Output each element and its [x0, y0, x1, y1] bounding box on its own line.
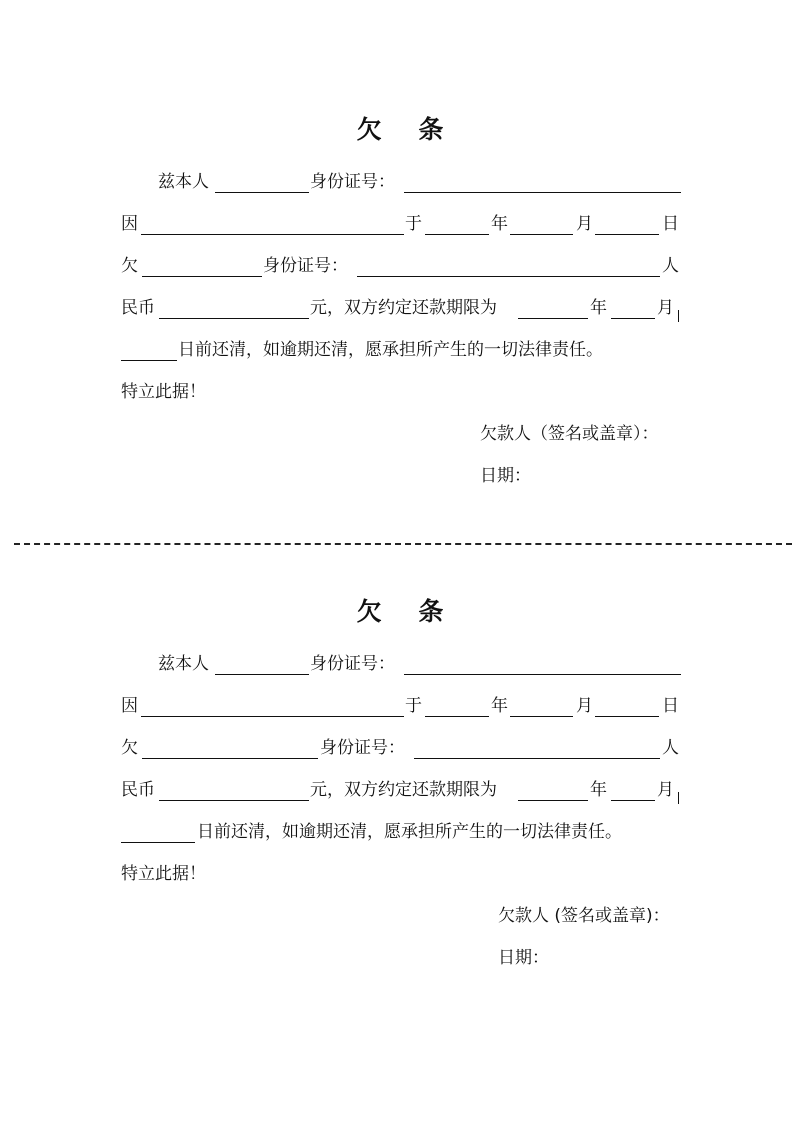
reason-text: 因 [121, 696, 138, 716]
id-label: 身份证号： [263, 256, 348, 276]
debtor-signature-label: 欠款人（签名或盖章）： [480, 424, 659, 444]
creditor-name-blank[interactable] [142, 276, 262, 277]
year-text: 年 [491, 696, 508, 716]
id-number-blank[interactable] [404, 674, 681, 675]
slip-title: 欠 条 [356, 597, 458, 626]
month-text: 月 [576, 696, 593, 716]
clause-text: 日前还清，如逾期还清，愿承担所产生的一切法律责任。 [178, 340, 603, 360]
reason-blank[interactable] [141, 234, 404, 235]
month-text: 月 [657, 780, 674, 800]
line-clause [121, 335, 681, 365]
name-blank[interactable] [215, 192, 309, 193]
line-closing [121, 377, 681, 407]
yuan-clause-text: 元，双方约定还款期限为 [310, 780, 497, 800]
day-text: 日 [662, 696, 679, 716]
reason-blank[interactable] [141, 716, 404, 717]
intro-text: 兹本人 [158, 172, 209, 192]
date-label: 日期： [498, 948, 549, 968]
line-clause [121, 817, 681, 847]
borrow-day-blank[interactable] [595, 234, 659, 235]
creditor-id-blank[interactable] [357, 276, 660, 277]
line-creditor [121, 733, 681, 763]
closing-text: 特立此据！ [121, 382, 206, 402]
borrow-year-blank[interactable] [425, 234, 489, 235]
borrow-month-blank[interactable] [510, 716, 573, 717]
line-reason [121, 691, 681, 721]
clause-text: 日前还清，如逾期还清，愿承担所产生的一切法律责任。 [197, 822, 622, 842]
line-closing [121, 859, 681, 889]
slip-title: 欠 条 [356, 115, 458, 144]
reason-text: 因 [121, 214, 138, 234]
owe-text: 欠 [121, 256, 138, 276]
repay-day-blank[interactable] [121, 842, 195, 843]
month-text: 月 [657, 298, 674, 318]
day-text: 日 [662, 214, 679, 234]
id-number-blank[interactable] [404, 192, 681, 193]
iou-slip-top [0, 0, 800, 486]
on-text: 于 [405, 214, 422, 234]
creditor-id-blank[interactable] [414, 758, 660, 759]
month-text: 月 [576, 214, 593, 234]
line-creditor [121, 251, 681, 281]
year-text: 年 [491, 214, 508, 234]
iou-slip-bottom [0, 482, 800, 968]
line-amount [121, 775, 681, 805]
id-label: 身份证号： [310, 172, 395, 192]
person-text: 人 [662, 256, 679, 276]
owe-text: 欠 [121, 738, 138, 758]
year-text: 年 [590, 780, 607, 800]
borrow-month-blank[interactable] [510, 234, 573, 235]
year-text: 年 [590, 298, 607, 318]
on-text: 于 [405, 696, 422, 716]
borrow-day-blank[interactable] [595, 716, 659, 717]
repay-year-blank[interactable] [518, 800, 588, 801]
line-end-mark [678, 792, 679, 804]
line-end-mark [678, 310, 679, 322]
repay-month-blank[interactable] [611, 318, 655, 319]
line-intro [121, 649, 681, 679]
creditor-name-blank[interactable] [142, 758, 318, 759]
amount-blank[interactable] [159, 800, 309, 801]
amount-blank[interactable] [159, 318, 309, 319]
intro-text: 兹本人 [158, 654, 209, 674]
id-label: 身份证号： [310, 654, 395, 674]
currency-text: 民币 [121, 298, 155, 318]
closing-text: 特立此据！ [121, 864, 206, 884]
line-intro [121, 167, 681, 197]
person-text: 人 [662, 738, 679, 758]
repay-day-blank[interactable] [121, 360, 177, 361]
id-label: 身份证号： [320, 738, 405, 758]
repay-month-blank[interactable] [611, 800, 655, 801]
borrow-year-blank[interactable] [425, 716, 489, 717]
yuan-clause-text: 元，双方约定还款期限为 [310, 298, 497, 318]
name-blank[interactable] [215, 674, 309, 675]
debtor-signature-label: 欠款人 (签名或盖章)： [498, 906, 670, 926]
date-label: 日期： [480, 466, 531, 486]
line-amount [121, 293, 681, 323]
repay-year-blank[interactable] [518, 318, 588, 319]
line-reason [121, 209, 681, 239]
currency-text: 民币 [121, 780, 155, 800]
